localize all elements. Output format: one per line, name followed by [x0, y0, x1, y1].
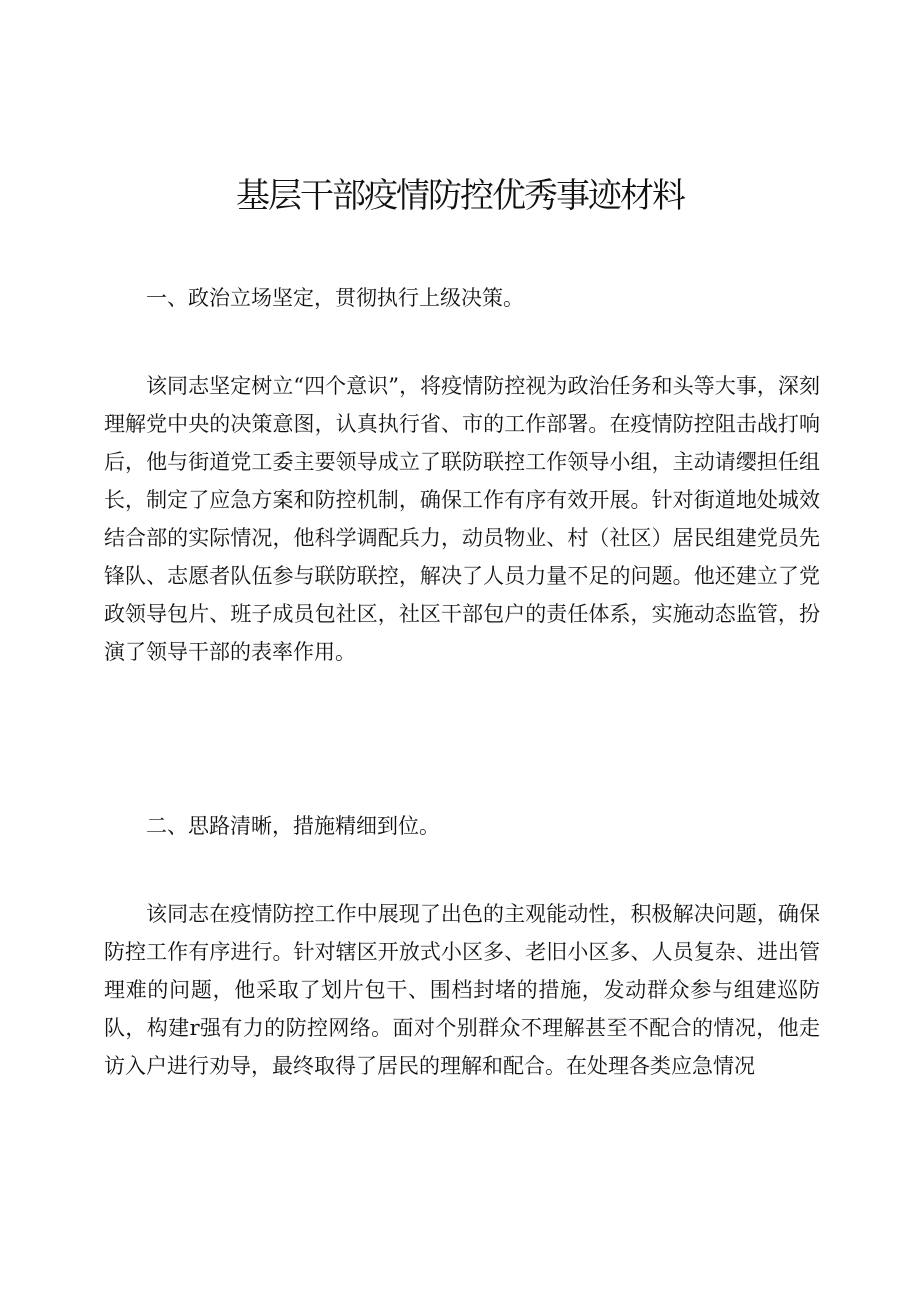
section-paragraph-1: 该同志坚定树立“四个意识”，将疫情防控视为政治任务和头等大事，深刻理解党中央的决策意图，认真执行省、市的工作部署。在疫情防控阻击战打响后，他与街道党工委主要领导成立了联防联控工作领导小组，主动请缨担任组长，制定了应急方案和防控机制，确保工作有序有效开展。针对街道地处城效结合部的实际情况，他科学调配兵力，动员物业、村（社区）居民组建党员先锋队、志愿者队伍参与联防联控，解决了人员力量不足的问题。他还建立了党政领导包片、班子成员包社区，社区干部包户的责任体系，实施动态监管，扮演了领导干部的表率作用。 — [104, 374, 820, 664]
section-heading-2: 二、思路清晰，措施精细到位。 — [146, 814, 440, 838]
section-paragraph-2: 该同志在疫情防控工作中展现了出色的主观能动性，积极解决问题，确保防控工作有序进行。针对辖区开放式小区多、老旧小区多、人员复杂、进出管理难的问题，他采取了划片包干、围档封堵的措施，发动群众参与组建巡防队，构建r强有力的防控网络。面对个别群众不理解甚至不配合的情况，他走访入户进行劝导，最终取得了居民的理解和配合。在处理各类应急情况 — [104, 902, 820, 1078]
document-title: 基层干部疫情防控优秀事迹材料 — [236, 176, 684, 216]
section-heading-1: 一、政治立场坚定，贯彻执行上级决策。 — [146, 286, 524, 310]
